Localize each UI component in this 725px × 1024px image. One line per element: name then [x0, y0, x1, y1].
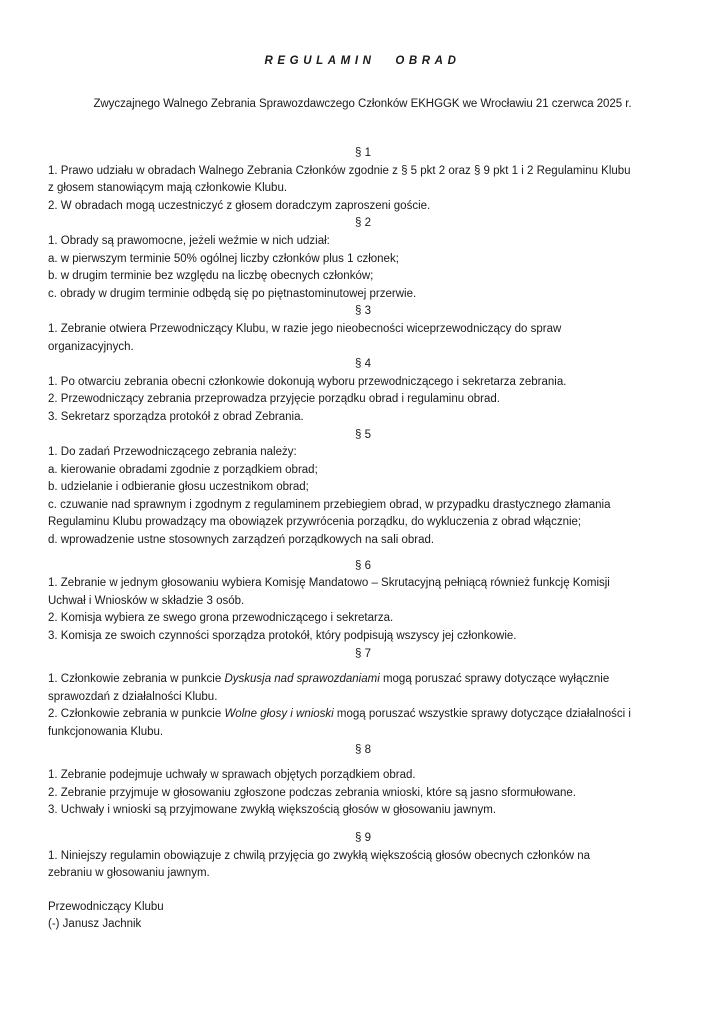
paragraph: z głosem stanowiącym mają członkowie Klubu.: [48, 182, 288, 195]
paragraph: 3. Komisja ze swoich czynności sporządza protokół, który podpisują wszyscy jej członkowie.: [48, 630, 517, 643]
paragraph: sprawozdań z działalności Klubu.: [48, 690, 218, 703]
section-6: [48, 558, 678, 646]
signature-role: Przewodniczący Klubu: [48, 900, 164, 913]
signature-name: (-) Janusz Jachnik: [48, 918, 142, 931]
paragraph: 1. Po otwarciu zebrania obecni członkowie dokonują wyboru przewodniczącego i sekretarza zebrania.: [48, 375, 567, 388]
signature-block: [48, 891, 678, 934]
section-7: [48, 646, 678, 742]
section-heading: § 2: [355, 217, 371, 230]
paragraph: 1. Do zadań Przewodniczącego zebrania należy:: [48, 446, 297, 459]
document-body: [48, 145, 678, 934]
paragraph: 1. Członkowie zebrania w punkcie Dyskusja nad sprawozdaniami mogą poruszać sprawy dotyczące wyłącznie: [48, 673, 610, 686]
section-heading: § 9: [355, 831, 371, 844]
section-1: [48, 145, 678, 215]
section-heading: § 1: [355, 147, 371, 159]
paragraph: 2. Przewodniczący zebrania przeprowadza przyjęcie porządku obrad i regulaminu obrad.: [48, 393, 500, 406]
list-item: b. w drugim terminie bez względu na liczbę obecnych członków;: [48, 270, 374, 283]
paragraph: 3. Uchwały i wnioski są przyjmowane zwykłą większością głosów w głosowaniu jawnym.: [48, 804, 497, 817]
document-title: REGULAMIN OBRAD: [264, 55, 461, 67]
section-3: [48, 303, 678, 356]
section-heading: § 4: [355, 358, 371, 371]
paragraph: 1. Zebranie otwiera Przewodniczący Klubu, w razie jego nieobecności wiceprzewodniczący do spraw: [48, 322, 562, 335]
section-9: [48, 830, 678, 883]
paragraph: 1. Niniejszy regulamin obowiązuje z chwilą przyjęcia go zwykłą większością głosów obecnych członków na: [48, 849, 591, 862]
section-heading: § 5: [355, 428, 371, 441]
list-item: b. udzielanie i odbieranie głosu uczestnikom obrad;: [48, 481, 309, 494]
paragraph: 3. Sekretarz sporządza protokół z obrad Zebrania.: [48, 410, 304, 423]
section-heading: § 3: [355, 305, 371, 318]
paragraph: 2. Komisja wybiera ze swego grona przewodniczącego i sekretarza.: [48, 612, 394, 625]
document-subtitle: Zwyczajnego Walnego Zebrania Sprawozdawczego Członków EKHGGK we Wrocławiu 21 czerwca 2025 r.: [93, 98, 632, 110]
paragraph: 1. Zebranie w jednym głosowaniu wybiera Komisję Mandatowo – Skrutacyjną pełniącą również funkcję Komisji: [48, 577, 610, 590]
emphasis-text: Wolne głosy i wnioski: [224, 708, 334, 721]
list-item: a. kierowanie obradami zgodnie z porządkiem obrad;: [48, 463, 318, 476]
paragraph: 2. Członkowie zebrania w punkcie Wolne głosy i wnioski mogą poruszać wszystkie sprawy dotyczące działalności i: [48, 708, 631, 721]
section-heading: § 6: [355, 559, 371, 572]
list-item: c. obrady w drugim terminie odbędą się po piętnastominutowej przerwie.: [48, 287, 417, 300]
paragraph: 1. Obrady są prawomocne, jeżeli weźmie w nich udział:: [48, 234, 330, 247]
section-8: [48, 742, 678, 820]
paragraph: 1. Prawo udziału w obradach Walnego Zebrania Członków zgodnie z § 5 pkt 2 oraz § 9 pkt 1 i 2 Regulaminu Klubu: [48, 164, 631, 177]
list-item: d. wprowadzenie ustne stosownych zarządzeń porządkowych na sali obrad.: [48, 534, 435, 547]
section-4: [48, 356, 678, 426]
paragraph: Uchwał i Wniosków w składzie 3 osób.: [48, 594, 245, 607]
list-item: a. w pierwszym terminie 50% ogólnej liczby członków plus 1 członek;: [48, 252, 399, 265]
paragraph: zebraniu w głosowaniu jawnym.: [48, 867, 210, 880]
paragraph: organizacyjnych.: [48, 340, 134, 353]
list-item: c. czuwanie nad sprawnym i zgodnym z regulaminem przebiegiem obrad, w przypadku drastycznego złamania: [48, 498, 611, 511]
section-5: [48, 427, 678, 550]
paragraph: 2. Zebranie przyjmuje w głosowaniu zgłoszone podczas zebrania wnioski, które są jasno sformułowane.: [48, 786, 576, 799]
section-heading: § 7: [355, 647, 371, 660]
section-2: [48, 215, 678, 303]
paragraph: 1. Zebranie podejmuje uchwały w sprawach objętych porządkiem obrad.: [48, 769, 416, 782]
paragraph: 2. W obradach mogą uczestniczyć z głosem doradczym zaproszeni goście.: [48, 199, 431, 212]
paragraph: funkcjonowania Klubu.: [48, 726, 164, 738]
emphasis-text: Dyskusja nad sprawozdaniami: [224, 673, 380, 686]
list-item: Regulaminu Klubu prowadzący ma obowiązek przywrócenia porządku, do wykluczenia z obrad włącznie;: [48, 516, 582, 529]
section-heading: § 8: [355, 743, 371, 756]
